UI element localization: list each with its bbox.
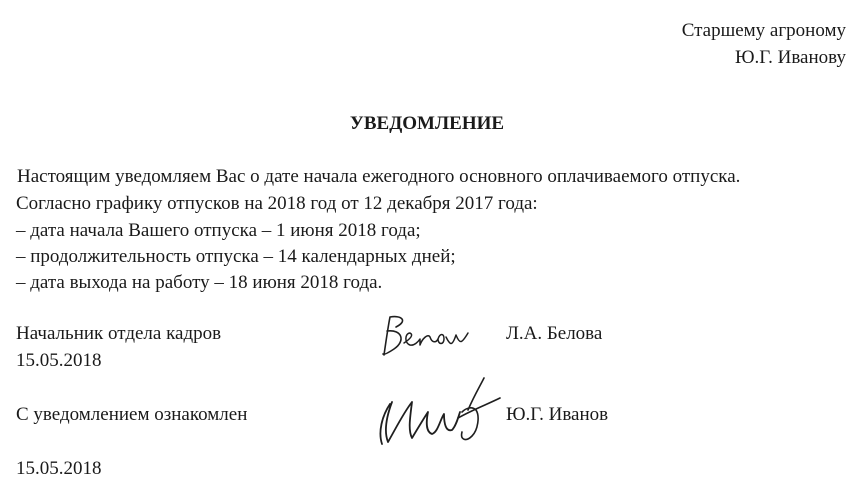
body-item-return-date: – дата выхода на работу – 18 июня 2018 года. — [16, 272, 383, 293]
hr-name: Л.А. Белова — [506, 323, 603, 344]
employee-name: Ю.Г. Иванов — [506, 404, 609, 425]
hr-position: Начальник отдела кадров — [16, 323, 222, 344]
body-item-duration: – продолжительность отпуска – 14 календарных дней; — [16, 246, 456, 267]
body-item-start-date: – дата начала Вашего отпуска – 1 июня 2018 года; — [16, 220, 421, 241]
addressee-name: Ю.Г. Иванову — [735, 47, 846, 68]
hr-date: 15.05.2018 — [16, 350, 102, 371]
employee-handwritten-signature — [368, 372, 503, 454]
addressee-position: Старшему агроному — [681, 20, 846, 41]
document-title: УВЕДОМЛЕНИЕ — [349, 113, 505, 134]
hr-handwritten-signature — [374, 309, 484, 364]
employee-acknowledgement: С уведомлением ознакомлен — [16, 404, 248, 425]
employee-date: 15.05.2018 — [16, 458, 102, 479]
body-intro: Настоящим уведомляем Вас о дате начала ежегодного основного оплачиваемого отпуска. — [17, 166, 741, 187]
body-schedule: Согласно графику отпусков на 2018 год от 12 декабря 2017 года: — [16, 193, 538, 214]
